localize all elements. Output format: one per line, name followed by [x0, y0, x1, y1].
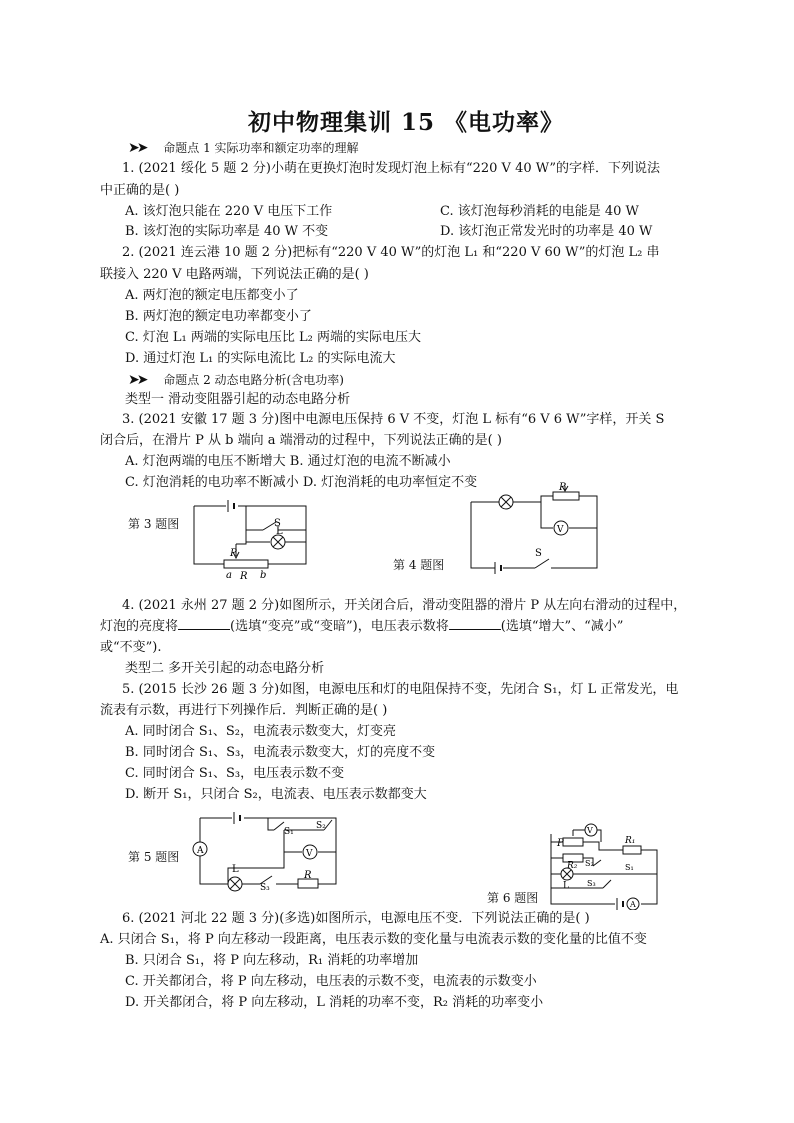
q4-text-3: (选填“增大”、“减小” — [500, 619, 624, 634]
section-label: 命题点 2 动态电路分析(含电功率) — [163, 373, 344, 387]
question-4-stem: 4. (2021 永州 27 题 2 分)如图所示，开关闭合后，滑动变阻器的滑片 P 从左向右滑动的过程中， — [122, 598, 687, 613]
label-R: R — [304, 870, 312, 881]
label-R1: R₁ — [625, 836, 636, 846]
question-3-stem: 3. (2021 安徽 17 题 3 分)图中电源电压保持 6 V 不变，灯泡 L 标有“6 V 6 W”字样，开关 S — [122, 412, 665, 427]
double-arrow-icon: ➤➤ — [128, 372, 146, 388]
q4-text-1: 灯泡的亮度将 — [100, 619, 179, 634]
section-point-1 — [128, 139, 359, 156]
q6-option-a: A. 只闭合 S₁，将 P 向左移动一段距离，电压表示数的变化量与电流表示数的变化量的比值不变 — [100, 932, 647, 947]
figure-6-circuit — [545, 822, 661, 910]
ammeter-label: A — [197, 846, 204, 856]
type-1-heading: 类型一 滑动变阻器引起的动态电路分析 — [125, 392, 351, 407]
label-S1: S₁ — [625, 863, 634, 872]
label-S1: S₁ — [284, 827, 294, 837]
figure-4-circuit — [465, 482, 605, 574]
label-S2: S₂ — [585, 859, 594, 868]
question-5-stem: 5. (2015 长沙 26 题 3 分)如图，电源电压和灯的电阻保持不变，先闭合 S₁，灯 L 正常发光，电 — [122, 682, 679, 697]
label-S3: S₃ — [587, 879, 596, 888]
question-3-stem-cont: 闭合后，在滑片 P 从 b 端向 a 端滑动的过程中，下列说法正确的是( ) — [100, 433, 502, 448]
figure-5-caption: 第 5 题图 — [128, 850, 180, 864]
label-P: P — [559, 482, 566, 493]
voltmeter-label: V — [306, 849, 313, 859]
figure-3-caption: 第 3 题图 — [128, 517, 180, 531]
section-point-2 — [128, 371, 344, 388]
label-S3: S₃ — [260, 883, 270, 893]
double-arrow-icon: ➤➤ — [128, 140, 146, 156]
q2-option-a: A. 两灯泡的额定电压都变小了 — [125, 288, 299, 303]
label-a: a — [226, 570, 232, 581]
ammeter-label: A — [630, 900, 636, 909]
figure-5-circuit — [188, 812, 348, 894]
q3-options-ab: A. 灯泡两端的电压不断增大 B. 通过灯泡的电流不断减小 — [125, 454, 451, 469]
question-2-stem: 2. (2021 连云港 10 题 2 分)把标有“220 V 40 W”的灯泡 L₁ 和“220 V 60 W”的灯泡 L₂ 串 — [122, 245, 660, 260]
label-L: L — [276, 526, 283, 537]
question-1-stem-cont: 中正确的是( ) — [100, 183, 180, 198]
figure-6-caption: 第 6 题图 — [487, 891, 539, 905]
label-b: b — [260, 570, 267, 581]
question-1-stem: 1. (2021 绥化 5 题 2 分)小萌在更换灯泡时发现灯泡上标有“220 V 40 W”的字样．下列说法 — [122, 161, 661, 176]
answer-blank-1[interactable] — [178, 617, 230, 630]
label-R2: R₂ — [567, 861, 578, 871]
figure-3-circuit — [188, 494, 314, 584]
q5-option-a: A. 同时闭合 S₁、S₂，电流表示数变大，灯变亮 — [125, 724, 397, 739]
question-6-stem: 6. (2021 河北 22 题 3 分)(多选)如图所示，电源电压不变．下列说法正确的是( ) — [122, 911, 590, 926]
label-L: L — [563, 881, 569, 891]
q1-option-c: C. 该灯泡每秒消耗的电能是 40 W — [440, 204, 639, 219]
label-P: P — [557, 838, 564, 849]
label-P: P — [230, 548, 237, 559]
q5-option-b: B. 同时闭合 S₁、S₃，电流表示数变大，灯的亮度不变 — [125, 745, 436, 760]
q6-option-d: D. 开关都闭合，将 P 向左移动，L 消耗的功率不变，R₂ 消耗的功率变小 — [125, 995, 544, 1010]
q6-option-c: C. 开关都闭合，将 P 向左移动，电压表的示数不变，电流表的示数变小 — [125, 974, 537, 989]
q2-option-c: C. 灯泡 L₁ 两端的实际电压比 L₂ 两端的实际电压大 — [125, 330, 421, 345]
question-5-stem-cont: 流表有示数，再进行下列操作后．判断正确的是( ) — [100, 703, 388, 718]
q6-option-b: B. 只闭合 S₁，将 P 向左移动，R₁ 消耗的功率增加 — [125, 953, 419, 968]
question-4-stem-cont — [100, 617, 623, 637]
q5-option-c: C. 同时闭合 S₁、S₃，电压表示数不变 — [125, 766, 345, 781]
label-S2: S₂ — [316, 821, 326, 831]
q1-option-d: D. 该灯泡正常发光时的功率是 40 W — [440, 224, 653, 239]
label-S: S — [274, 518, 281, 529]
q3-options-cd: C. 灯泡消耗的电功率不断减小 D. 灯泡消耗的电功率恒定不变 — [125, 475, 478, 490]
q1-option-b: B. 该灯泡的实际功率是 40 W 不变 — [125, 224, 329, 239]
question-4-stem-end: 或“不变”). — [100, 640, 162, 655]
figure-4-caption: 第 4 题图 — [393, 558, 445, 572]
voltmeter-label: V — [587, 826, 593, 835]
answer-blank-2[interactable] — [449, 617, 501, 630]
voltmeter-label: V — [557, 525, 564, 535]
q1-option-a: A. 该灯泡只能在 220 V 电压下工作 — [125, 204, 333, 219]
q2-option-b: B. 两灯泡的额定电功率都变小了 — [125, 309, 312, 324]
question-2-stem-cont: 联接入 220 V 电路两端，下列说法正确的是( ) — [100, 267, 369, 282]
label-R: R — [240, 571, 248, 582]
label-L: L — [232, 864, 239, 875]
q2-option-d: D. 通过灯泡 L₁ 的实际电流比 L₂ 的实际电流大 — [125, 351, 396, 366]
type-2-heading: 类型二 多开关引起的动态电路分析 — [125, 661, 325, 676]
label-S: S — [535, 548, 542, 559]
page-title: 初中物理集训 15 《电功率》 — [248, 109, 565, 136]
q4-text-2: (选填“变亮”或“变暗”)，电压表示数将 — [230, 619, 449, 634]
section-label: 命题点 1 实际功率和额定功率的理解 — [163, 141, 359, 155]
q5-option-d: D. 断开 S₁，只闭合 S₂，电流表、电压表示数都变大 — [125, 787, 427, 802]
